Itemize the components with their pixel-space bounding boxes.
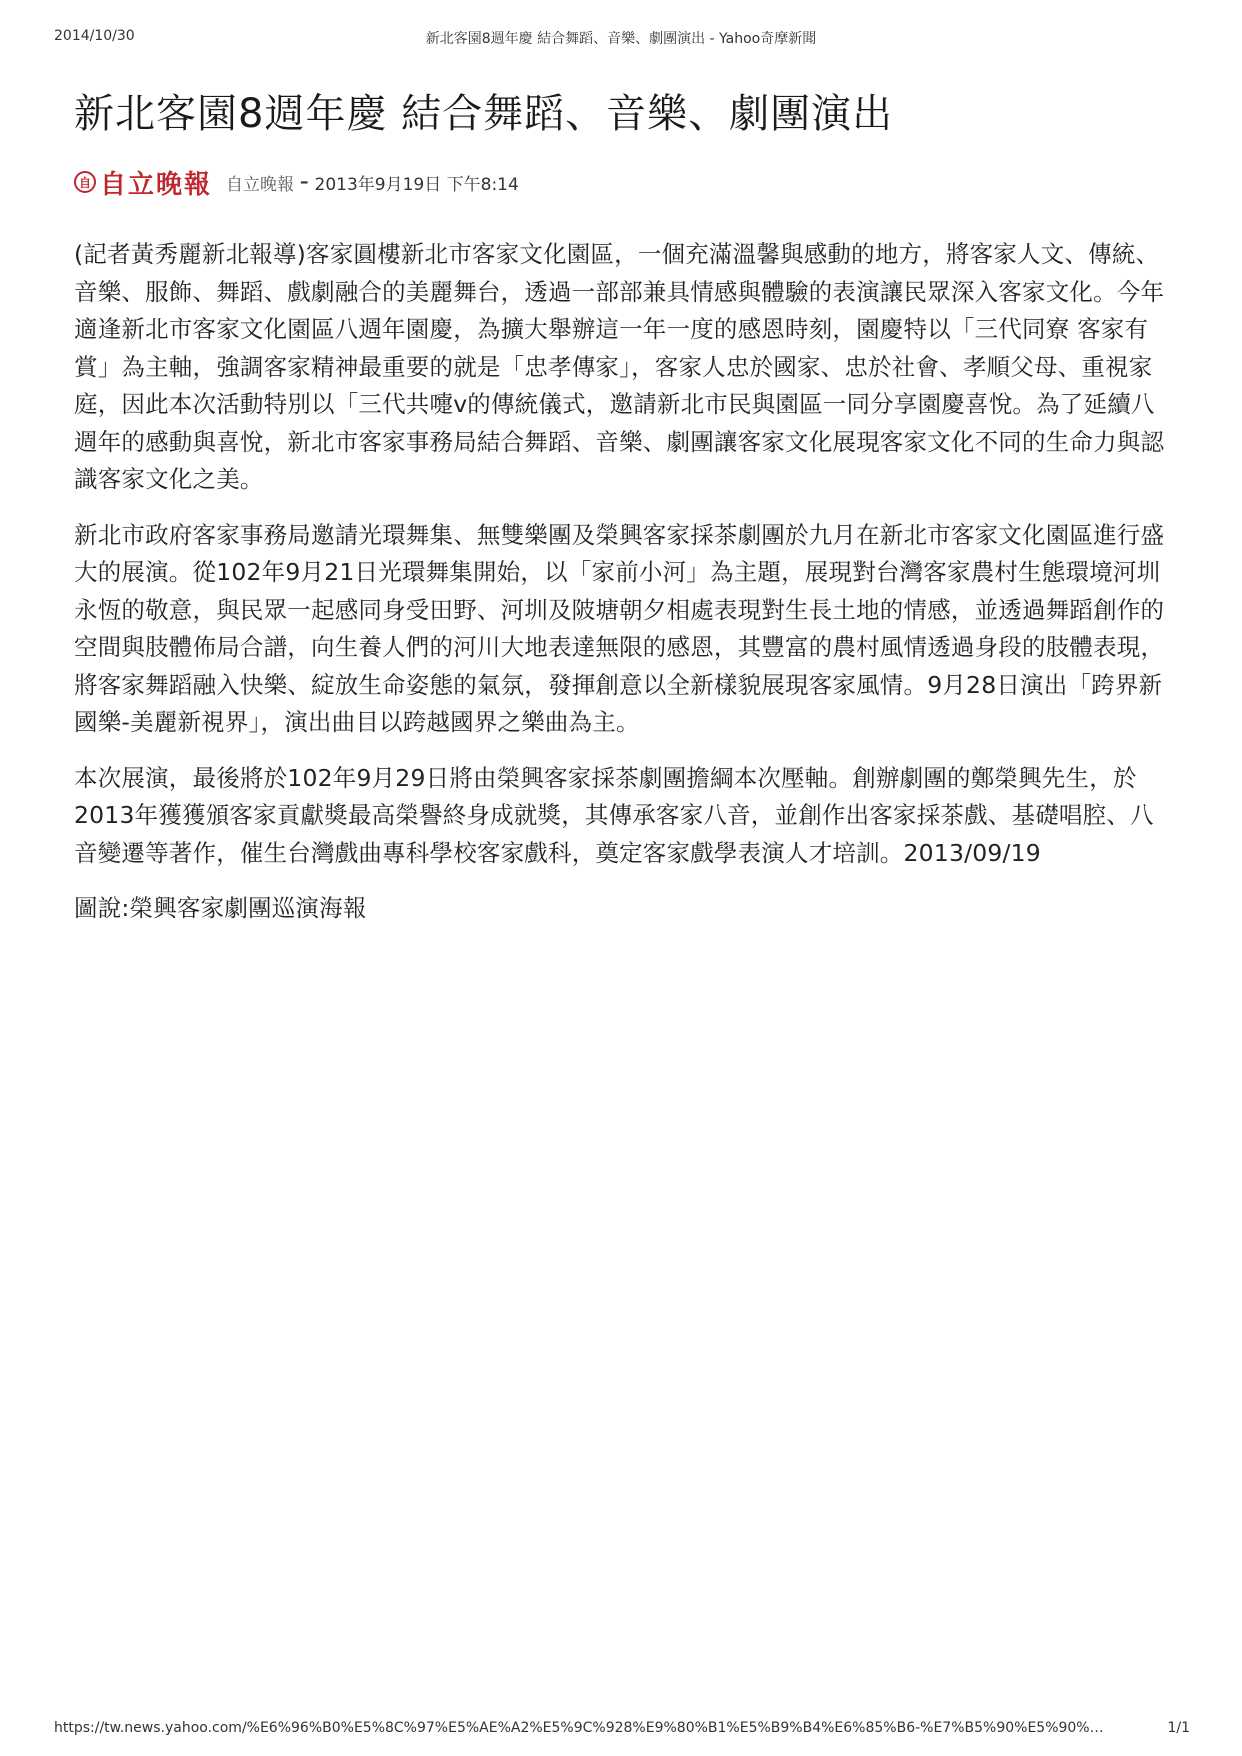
- logo-text: 自立晚報: [100, 169, 213, 200]
- print-date: 2014/10/30: [54, 28, 135, 44]
- article-body: [74, 236, 1166, 928]
- article-headline: 新北客園8週年慶 結合舞蹈、音樂、劇團演出: [74, 91, 894, 137]
- print-header: [0, 28, 1242, 52]
- page-number: 1/1: [1167, 1720, 1190, 1736]
- page-url: https://tw.news.yahoo.com/%E6%96%B0%E5%8C%97%E5%AE%A2%E5%9C%928%E9%80%B1%E5%B9%B4%E6%85%B6-%E7%B5%90%E5%90%…: [54, 1720, 1104, 1736]
- byline-source: 自立晚報: [226, 174, 295, 195]
- article-paragraph: 新北市政府客家事務局邀請光環舞集、無雙樂團及榮興客家採茶劇團於九月在新北市客家文化園區進行盛大的展演。從102年9月21日光環舞集開始，以「家前小河」為主題，展現對台灣客家農村生態環境河圳永恆的敬意，與民眾一起感同身受田野、河圳及陂塘朝夕相處表現對生長土地的情感，並透過舞蹈創作的空間與肢體佈局合譜，向生養人們的河川大地表達無限的感恩，其豐富的農村風情透過身段的肢體表現，將客家舞蹈融入快樂、綻放生命姿態的氣氛，發揮創意以全新樣貌展現客家風情。9月28日演出「跨界新國樂-美麗新視界」，演出曲目以跨越國界之樂曲為主。: [74, 520, 1165, 736]
- print-footer: [0, 1720, 1242, 1744]
- byline: [74, 164, 1174, 200]
- article-paragraph: (記者黃秀麗新北報導)客家圓樓新北市客家文化園區，一個充滿溫馨與感動的地方，將客家人文、傳統、音樂、服飾、舞蹈、戲劇融合的美麗舞台，透過一部部兼具情感與體驗的表演讓民眾深入客家文化。今年適逢新北市客家文化園區八週年園慶，為擴大舉辦這一年一度的感恩時刻，園慶特以「三代同寮 客家有賞」為主軸，強調客家精神最重要的就是「忠孝傳家」，客家人忠於國家、忠於社會、孝順父母、重視家庭，因此本次活動特別以「三代共嚏v的傳統儀式，邀請新北市民與園區一同分享園慶喜悅。為了延續八週年的感動與喜悅，新北市客家事務局結合舞蹈、音樂、劇團讓客家文化展現客家文化不同的生命力與認識客家文化之美。: [74, 240, 1165, 493]
- print-page-title: 新北客園8週年慶 結合舞蹈、音樂、劇團演出 - Yahoo奇摩新聞: [425, 31, 817, 47]
- image-caption: 圖說:榮興客家劇團巡演海報: [74, 894, 367, 922]
- source-logo[interactable]: [74, 164, 212, 201]
- seal-icon: 自: [74, 171, 96, 193]
- article-paragraph: 本次展演，最後將於102年9月29日將由榮興客家採茶劇團擔綱本次壓軸。創辦劇團的鄭榮興先生，於2013年獲獲頒客家貢獻獎最高榮譽終身成就獎，其傳承客家八音，並創作出客家採茶戲、基礎唱腔、八音變遷等著作，催生台灣戲曲專科學校客家戲科，奠定客家戲學表演人才培訓。2013/09/19: [74, 763, 1154, 867]
- byline-separator: –: [300, 172, 309, 192]
- article: [74, 90, 1174, 946]
- publish-date: 2013年9月19日 下午8:14: [314, 174, 519, 195]
